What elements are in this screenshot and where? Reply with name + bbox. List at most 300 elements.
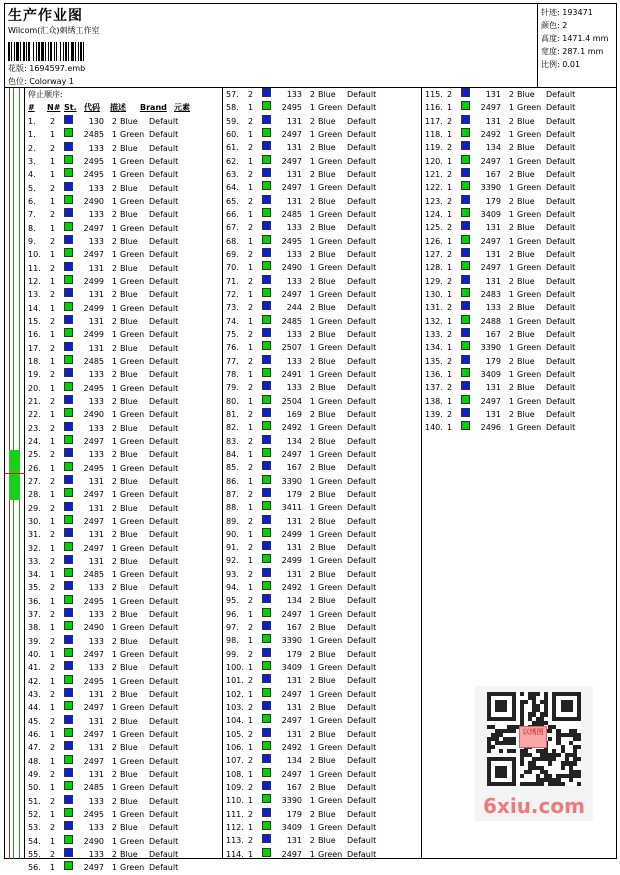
needle-number: 2 bbox=[248, 756, 254, 766]
needle-index: 1 bbox=[309, 183, 315, 193]
needle-number: 1 bbox=[50, 330, 56, 340]
needle-index: 1 bbox=[111, 863, 117, 873]
needle-index: 1 bbox=[111, 383, 117, 393]
color-swatch-box bbox=[64, 635, 73, 644]
color-swatch-box bbox=[64, 448, 73, 457]
thread-code: 2495 bbox=[83, 810, 104, 820]
color-description: Green bbox=[318, 743, 343, 753]
color-swatch-box bbox=[64, 142, 73, 151]
color-swatch bbox=[262, 435, 272, 448]
table-row bbox=[422, 315, 617, 328]
needle-number: 1 bbox=[50, 383, 56, 393]
thread-code: 2499 bbox=[281, 529, 302, 539]
needle-number: 2 bbox=[248, 783, 254, 793]
header-desc: 描述 bbox=[110, 103, 126, 112]
thread-code: 131 bbox=[485, 90, 501, 99]
color-swatch bbox=[262, 181, 272, 194]
thread-code: 133 bbox=[286, 356, 302, 366]
needle-number: 1 bbox=[447, 396, 453, 406]
needle-number: 2 bbox=[447, 196, 453, 206]
needle-number: 2 bbox=[447, 169, 453, 179]
needle-index: 1 bbox=[309, 343, 315, 353]
color-description: Blue bbox=[318, 249, 336, 259]
color-swatch bbox=[461, 381, 471, 394]
thread-code: 2504 bbox=[281, 396, 302, 406]
needle-index: 2 bbox=[111, 850, 117, 860]
color-swatch-box bbox=[461, 168, 470, 177]
color-swatch-box bbox=[64, 675, 73, 684]
color-swatch bbox=[262, 328, 272, 341]
needle-number: 1 bbox=[50, 276, 56, 286]
color-swatch-box bbox=[64, 581, 73, 590]
table-row bbox=[25, 755, 222, 768]
needle-number: 1 bbox=[50, 356, 56, 366]
thread-code: 167 bbox=[485, 329, 501, 339]
needle-index: 1 bbox=[309, 103, 315, 113]
needle-number: 2 bbox=[447, 303, 453, 313]
needle-index: 1 bbox=[309, 289, 315, 299]
table-row bbox=[223, 448, 421, 461]
thread-code: 3390 bbox=[480, 343, 501, 353]
thread-brand: Default bbox=[149, 263, 179, 273]
color-swatch bbox=[262, 88, 272, 101]
thread-brand: Default bbox=[149, 143, 179, 153]
thread-brand: Default bbox=[149, 463, 179, 473]
thread-code: 2492 bbox=[281, 423, 302, 433]
color-swatch-box bbox=[262, 848, 271, 857]
thread-code: 2492 bbox=[281, 743, 302, 753]
color-swatch bbox=[64, 635, 74, 648]
color-swatch bbox=[461, 235, 471, 248]
thread-code: 131 bbox=[485, 249, 501, 259]
needle-number: 1 bbox=[248, 129, 254, 139]
needle-index: 1 bbox=[111, 783, 117, 793]
thread-brand: Default bbox=[347, 329, 377, 339]
color-description: Blue bbox=[318, 516, 336, 526]
color-swatch bbox=[64, 528, 74, 541]
thread-code: 2490 bbox=[83, 623, 104, 633]
needle-number: 1 bbox=[248, 263, 254, 273]
table-row bbox=[223, 808, 421, 821]
needle-index: 1 bbox=[111, 650, 117, 660]
color-swatch bbox=[262, 714, 272, 727]
thread-brand: Default bbox=[149, 170, 179, 180]
row-number: 102. bbox=[226, 689, 244, 699]
row-number: 125. bbox=[425, 223, 443, 233]
table-row bbox=[25, 248, 222, 261]
needle-index: 2 bbox=[111, 823, 117, 833]
color-swatch bbox=[262, 288, 272, 301]
color-swatch bbox=[262, 834, 272, 847]
table-row bbox=[25, 542, 222, 555]
row-number: 8. bbox=[28, 223, 36, 233]
table-row bbox=[25, 408, 222, 421]
table-row bbox=[223, 168, 421, 181]
needle-index: 1 bbox=[111, 410, 117, 420]
design-file bbox=[8, 63, 85, 74]
table-row bbox=[25, 648, 222, 661]
thread-brand: Default bbox=[347, 583, 377, 593]
thread-code: 2485 bbox=[83, 570, 104, 580]
table-row bbox=[25, 302, 222, 315]
header-st: St. bbox=[64, 103, 77, 112]
needle-number: 1 bbox=[50, 703, 56, 713]
thread-brand: Default bbox=[347, 676, 377, 686]
table-row bbox=[223, 435, 421, 448]
needle-number: 2 bbox=[447, 116, 453, 126]
needle-index: 2 bbox=[309, 90, 315, 99]
needle-index: 2 bbox=[309, 516, 315, 526]
table-row bbox=[223, 554, 421, 567]
qr-module bbox=[556, 753, 560, 757]
needle-index: 1 bbox=[111, 223, 117, 233]
color-swatch bbox=[64, 795, 74, 808]
needle-index: 2 bbox=[309, 196, 315, 206]
color-description: Blue bbox=[318, 196, 336, 206]
color-swatch-box bbox=[262, 128, 271, 137]
color-swatch-box bbox=[461, 235, 470, 244]
width-label: 宽度: bbox=[541, 47, 560, 56]
needle-index: 2 bbox=[309, 116, 315, 126]
needle-number: 2 bbox=[248, 143, 254, 153]
needle-index: 1 bbox=[111, 196, 117, 206]
color-description: Blue bbox=[318, 276, 336, 286]
row-number: 113. bbox=[226, 836, 244, 846]
needle-number: 1 bbox=[50, 303, 56, 313]
thread-code: 2485 bbox=[281, 316, 302, 326]
color-swatch bbox=[262, 768, 272, 781]
qr-module bbox=[512, 749, 516, 753]
needle-number: 1 bbox=[248, 343, 254, 353]
color-swatch-box bbox=[262, 235, 271, 244]
thread-brand: Default bbox=[347, 596, 377, 606]
qr-finder bbox=[561, 700, 573, 712]
color-swatch bbox=[262, 661, 272, 674]
thread-brand: Default bbox=[149, 770, 179, 780]
thread-code: 133 bbox=[88, 610, 104, 620]
thread-code: 3411 bbox=[281, 503, 302, 513]
table-row bbox=[223, 834, 421, 847]
color-swatch-box bbox=[461, 395, 470, 404]
table-row bbox=[223, 515, 421, 528]
needle-index: 1 bbox=[111, 703, 117, 713]
thread-code: 2497 bbox=[281, 129, 302, 139]
row-number: 30. bbox=[28, 516, 41, 526]
thread-brand: Default bbox=[347, 90, 377, 99]
table-row bbox=[223, 195, 421, 208]
color-swatch bbox=[262, 115, 272, 128]
scale-value: 0.01 bbox=[562, 60, 581, 69]
needle-number: 2 bbox=[447, 329, 453, 339]
stitches-label: 针迹: bbox=[541, 8, 560, 17]
color-swatch-box bbox=[64, 555, 73, 564]
thread-code: 131 bbox=[88, 770, 104, 780]
needle-number: 2 bbox=[447, 383, 453, 393]
needle-index: 2 bbox=[508, 303, 514, 313]
needle-number: 1 bbox=[447, 369, 453, 379]
table-row bbox=[422, 115, 617, 128]
row-number: 86. bbox=[226, 476, 239, 486]
table-row bbox=[25, 688, 222, 701]
needle-index: 1 bbox=[111, 303, 117, 313]
thread-brand: Default bbox=[149, 236, 179, 246]
needle-index: 1 bbox=[309, 716, 315, 726]
thread-brand: Default bbox=[149, 196, 179, 206]
thread-code: 179 bbox=[485, 196, 501, 206]
color-swatch bbox=[262, 448, 272, 461]
thread-code: 3409 bbox=[480, 369, 501, 379]
row-number: 90. bbox=[226, 529, 239, 539]
color-description: Green bbox=[318, 823, 343, 833]
row-number: 33. bbox=[28, 556, 41, 566]
color-description: Blue bbox=[318, 703, 336, 713]
thread-brand: Default bbox=[149, 436, 179, 446]
color-swatch-box bbox=[262, 648, 271, 657]
needle-number: 2 bbox=[50, 290, 56, 300]
thread-brand: Default bbox=[347, 249, 377, 259]
needle-index: 2 bbox=[111, 743, 117, 753]
needle-number: 2 bbox=[50, 423, 56, 433]
qr-module bbox=[520, 692, 524, 696]
color-description: Blue bbox=[120, 743, 138, 753]
thread-code: 131 bbox=[286, 569, 302, 579]
row-number: 74. bbox=[226, 316, 239, 326]
thread-code: 133 bbox=[286, 90, 302, 99]
needle-number: 1 bbox=[248, 209, 254, 219]
color-description: Blue bbox=[517, 143, 535, 153]
color-swatch-box bbox=[64, 861, 73, 870]
row-number: 13. bbox=[28, 290, 41, 300]
row-number: 36. bbox=[28, 596, 41, 606]
needle-number: 2 bbox=[248, 463, 254, 473]
thread-brand: Default bbox=[347, 263, 377, 273]
thread-brand: Default bbox=[546, 356, 576, 366]
thread-brand: Default bbox=[149, 316, 179, 326]
color-swatch bbox=[262, 408, 272, 421]
color-swatch-box bbox=[262, 368, 271, 377]
color-swatch bbox=[262, 848, 272, 861]
color-swatch bbox=[262, 208, 272, 221]
table-row bbox=[25, 488, 222, 501]
needle-number: 2 bbox=[447, 249, 453, 259]
thread-code: 2497 bbox=[281, 183, 302, 193]
needle-number: 2 bbox=[50, 796, 56, 806]
table-row bbox=[223, 648, 421, 661]
color-swatch bbox=[262, 501, 272, 514]
color-swatch bbox=[461, 328, 471, 341]
row-number: 34. bbox=[28, 570, 41, 580]
color-swatch bbox=[262, 381, 272, 394]
color-description: Green bbox=[120, 130, 145, 140]
color-description: Green bbox=[517, 209, 542, 219]
needle-index: 1 bbox=[309, 796, 315, 806]
table-row bbox=[223, 475, 421, 488]
thread-brand: Default bbox=[149, 156, 179, 166]
thread-code: 131 bbox=[286, 543, 302, 553]
qr-module bbox=[512, 729, 516, 733]
row-number: 93. bbox=[226, 569, 239, 579]
row-number: 48. bbox=[28, 756, 41, 766]
color-description: Green bbox=[120, 676, 145, 686]
needle-index: 2 bbox=[508, 276, 514, 286]
row-number: 124. bbox=[425, 209, 443, 219]
color-description: Green bbox=[318, 236, 343, 246]
needle-number: 2 bbox=[248, 543, 254, 553]
color-swatch-box bbox=[262, 248, 271, 257]
thread-code: 167 bbox=[286, 783, 302, 793]
needle-number: 2 bbox=[248, 196, 254, 206]
thread-brand: Default bbox=[347, 116, 377, 126]
row-number: 112. bbox=[226, 823, 244, 833]
thread-brand: Default bbox=[149, 796, 179, 806]
thread-code: 2497 bbox=[281, 716, 302, 726]
thread-code: 2495 bbox=[83, 596, 104, 606]
color-swatch-box bbox=[262, 501, 271, 510]
color-description: Blue bbox=[120, 583, 138, 593]
color-swatch bbox=[262, 648, 272, 661]
thread-code: 3409 bbox=[480, 209, 501, 219]
qr-module bbox=[528, 770, 532, 774]
table-row bbox=[25, 328, 222, 341]
color-description: Blue bbox=[120, 823, 138, 833]
needle-number: 1 bbox=[50, 783, 56, 793]
thread-code: 3409 bbox=[281, 823, 302, 833]
needle-index: 2 bbox=[309, 756, 315, 766]
color-description: Blue bbox=[120, 450, 138, 460]
color-swatch bbox=[262, 301, 272, 314]
needle-index: 1 bbox=[309, 609, 315, 619]
needle-index: 2 bbox=[111, 690, 117, 700]
thread-code: 2497 bbox=[480, 396, 501, 406]
row-number: 42. bbox=[28, 676, 41, 686]
thread-brand: Default bbox=[149, 610, 179, 620]
color-swatch-box bbox=[64, 248, 73, 257]
table-row bbox=[25, 288, 222, 301]
color-swatch-box bbox=[64, 222, 73, 231]
thread-code: 2485 bbox=[83, 783, 104, 793]
color-swatch bbox=[262, 128, 272, 141]
color-swatch bbox=[64, 808, 74, 821]
color-swatch bbox=[64, 648, 74, 661]
color-swatch-box bbox=[262, 355, 271, 364]
color-swatch-box bbox=[64, 128, 73, 137]
thread-brand: Default bbox=[546, 423, 576, 433]
color-swatch bbox=[461, 88, 471, 101]
thread-brand: Default bbox=[149, 516, 179, 526]
color-swatch-box bbox=[64, 262, 73, 271]
needle-number: 2 bbox=[248, 516, 254, 526]
thread-brand: Default bbox=[149, 730, 179, 740]
thread-code: 2492 bbox=[281, 583, 302, 593]
needle-number: 2 bbox=[50, 117, 56, 126]
thread-code: 2499 bbox=[83, 276, 104, 286]
stop-list-3 bbox=[422, 88, 617, 435]
color-description: Green bbox=[120, 650, 145, 660]
row-number: 52. bbox=[28, 810, 41, 820]
thread-brand: Default bbox=[149, 183, 179, 193]
thread-brand: Default bbox=[347, 169, 377, 179]
table-row bbox=[25, 768, 222, 781]
row-number: 92. bbox=[226, 556, 239, 566]
color-description: Green bbox=[120, 196, 145, 206]
needle-index: 1 bbox=[508, 423, 514, 433]
color-description: Blue bbox=[120, 370, 138, 380]
row-number: 19. bbox=[28, 370, 41, 380]
needle-number: 2 bbox=[248, 329, 254, 339]
production-sheet bbox=[4, 3, 617, 873]
thread-brand: Default bbox=[546, 103, 576, 113]
row-number: 67. bbox=[226, 223, 239, 233]
table-row bbox=[25, 275, 222, 288]
row-number: 61. bbox=[226, 143, 239, 153]
thread-code: 2485 bbox=[281, 209, 302, 219]
needle-number: 1 bbox=[50, 596, 56, 606]
color-description: Green bbox=[318, 636, 343, 646]
color-swatch bbox=[64, 821, 74, 834]
needle-number: 2 bbox=[248, 116, 254, 126]
thread-code: 2495 bbox=[83, 383, 104, 393]
thread-brand: Default bbox=[347, 356, 377, 366]
needle-number: 1 bbox=[447, 343, 453, 353]
color-swatch bbox=[262, 728, 272, 741]
needle-index: 1 bbox=[111, 330, 117, 340]
color-swatch-box bbox=[64, 848, 73, 857]
color-swatch-box bbox=[262, 381, 271, 390]
color-swatch bbox=[461, 221, 471, 234]
needle-number: 2 bbox=[248, 836, 254, 846]
row-number: 100. bbox=[226, 663, 244, 673]
needle-number: 1 bbox=[50, 463, 56, 473]
thread-brand: Default bbox=[347, 769, 377, 779]
qr-module bbox=[548, 761, 552, 765]
needle-number: 2 bbox=[248, 276, 254, 286]
row-number: 82. bbox=[226, 423, 239, 433]
needle-number: 1 bbox=[248, 236, 254, 246]
color-description: Blue bbox=[120, 503, 138, 513]
color-description: Green bbox=[318, 663, 343, 673]
needle-index: 1 bbox=[111, 836, 117, 846]
needle-index: 1 bbox=[111, 596, 117, 606]
color-swatch-box bbox=[64, 768, 73, 777]
color-swatch-box bbox=[262, 155, 271, 164]
row-number: 54. bbox=[28, 836, 41, 846]
color-swatch-box bbox=[64, 115, 73, 124]
thread-code: 2490 bbox=[281, 263, 302, 273]
row-number: 22. bbox=[28, 410, 41, 420]
table-row bbox=[25, 728, 222, 741]
table-row bbox=[422, 381, 617, 394]
color-swatch bbox=[64, 701, 74, 714]
thread-brand: Default bbox=[347, 849, 377, 859]
color-description: Blue bbox=[120, 183, 138, 193]
table-row bbox=[223, 728, 421, 741]
thread-brand: Default bbox=[347, 303, 377, 313]
needle-index: 2 bbox=[309, 649, 315, 659]
color-swatch bbox=[64, 581, 74, 594]
color-swatch-box bbox=[64, 182, 73, 191]
color-swatch bbox=[461, 275, 471, 288]
color-swatch bbox=[262, 461, 272, 474]
row-number: 37. bbox=[28, 610, 41, 620]
needle-number: 2 bbox=[50, 556, 56, 566]
needle-number: 2 bbox=[248, 169, 254, 179]
color-description: Green bbox=[318, 769, 343, 779]
color-description: Blue bbox=[120, 343, 138, 353]
needle-number: 2 bbox=[248, 623, 254, 633]
needle-index: 1 bbox=[309, 263, 315, 273]
thread-code: 133 bbox=[286, 383, 302, 393]
color-swatch bbox=[461, 181, 471, 194]
